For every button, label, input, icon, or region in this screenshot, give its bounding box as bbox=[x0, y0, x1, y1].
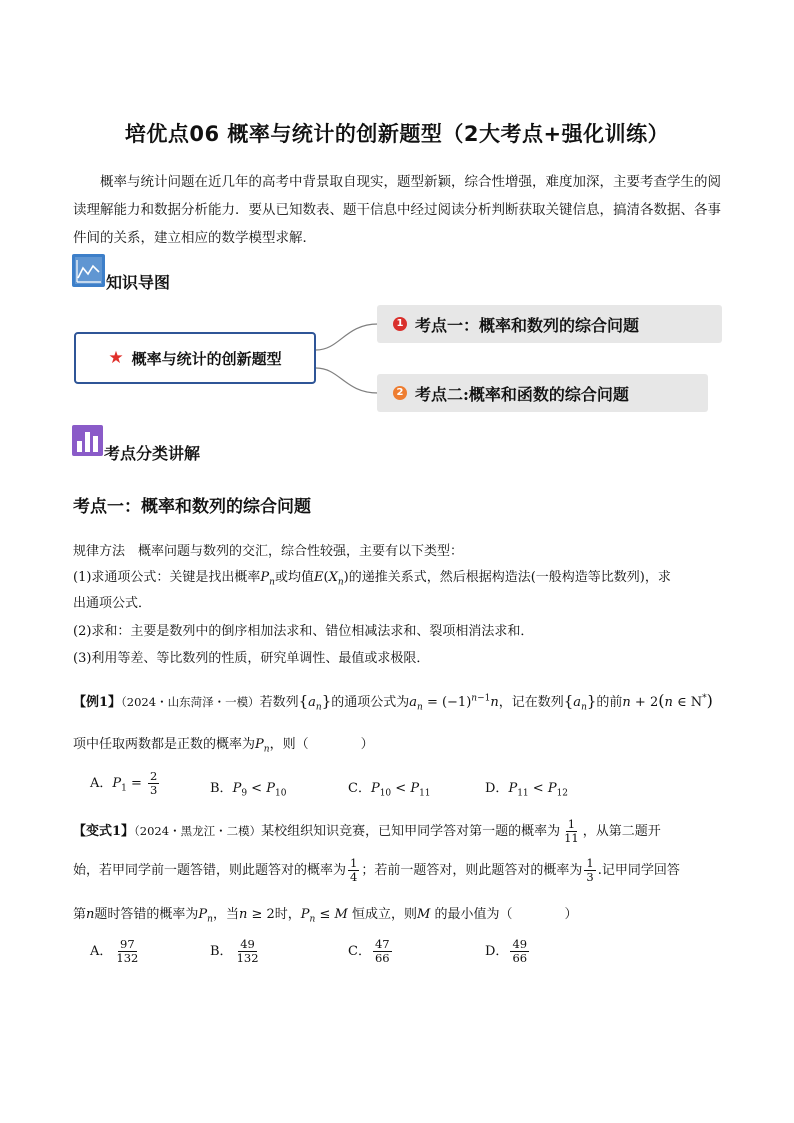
number-2-icon: 2 bbox=[393, 386, 407, 400]
page-title: 培优点06 概率与统计的创新题型（2大考点+强化训练） bbox=[124, 122, 670, 146]
bar-chart-icon bbox=[72, 425, 103, 460]
rules-line-0: 规律方法 概率问题与数列的交汇，综合性较强，主要有以下类型： bbox=[73, 544, 464, 559]
mindmap-node-2 bbox=[377, 374, 708, 412]
kp1-heading: 考点一：概率和数列的综合问题 bbox=[73, 497, 311, 517]
variant1-line-2: 始，若甲同学前一题答错，则此题答对的概率为 $\frac{1}{4}$ ；若前一题答对，则此题答对的概率为 $\frac{1}{3}$ .记甲同学回答 bbox=[73, 856, 680, 884]
star-icon: ★ bbox=[108, 348, 124, 368]
mindmap-node-1 bbox=[377, 305, 722, 343]
example1-line-1: 【例1】（2024・山东菏泽・一模）若数列$\{a_n\}$的通项公式为$a_n = (-1)^{n-1}n$，记在数列$\{a_n\}$的前n + 2(n ∈ N*) bbox=[73, 691, 713, 713]
rules-line-3: (3)利用等差、等比数列的性质，研究单调性、最值或求极限． bbox=[73, 651, 430, 666]
mindmap-node-2-label: 考点二:概率和函数的综合问题 bbox=[415, 384, 629, 404]
variant1-line-3: 第n题时答错的概率为$P_n$，当n ≥ 2时，$P_n \le M$ 恒成立，则M 的最小值为（ ） bbox=[73, 907, 578, 925]
rules-line-2: (2)求和：主要是数列中的倒序相加法求和、错位相减法求和、裂项相消法求和． bbox=[73, 624, 534, 639]
number-1-icon: 1 bbox=[393, 317, 407, 331]
variant1-option-c: C． $\frac{47}{66}$ bbox=[348, 937, 390, 965]
variant1-option-d: D． $\frac{49}{66}$ bbox=[485, 937, 528, 965]
example1-line-2: 项中任取两数都是正数的概率为$P_n$，则（ ） bbox=[73, 737, 374, 755]
example1-option-b: B．$P_9 < P_{10}$ bbox=[210, 781, 287, 799]
intro-paragraph: 概率与统计问题在近几年的高考中背景取自现实，题型新颖，综合性增强，难度加深，主要考查学生的阅读理解能力和数据分析能力．要从已知数表、题干信息中经过阅读分析判断获取关键信息，搞清各数据、各事件间的关系，建立相应的数学模型求解． bbox=[73, 174, 721, 246]
classify-section-heading: 考点分类讲解 bbox=[104, 444, 201, 463]
fraction: $\frac{2}{3}$ bbox=[150, 769, 158, 797]
variant1-option-b: B． $\frac{49}{132}$ bbox=[210, 937, 259, 965]
rules-line-1-cont: 出通项公式． bbox=[73, 596, 152, 611]
example1-option-d: D．$P_{11} < P_{12}$ bbox=[485, 781, 569, 799]
mindmap-node-1-label: 考点一：概率和数列的综合问题 bbox=[415, 315, 640, 335]
example1-option-a: A．$P_1$ = $\frac{2}{3}$ bbox=[90, 769, 158, 797]
rules-line-1: (1)求通项公式：关键是找出概率$P_n$或均值$E(X_n)$的递推关系式，然后根据构造法(一般构造等比数列)，求 bbox=[73, 570, 671, 588]
mindmap-section-heading: 知识导图 bbox=[106, 273, 171, 292]
variant1-option-a: A． $\frac{97}{132}$ bbox=[90, 937, 139, 965]
example1-option-c: C．$P_{10} < P_{11}$ bbox=[348, 781, 431, 799]
variant1-line-1: 【变式1】（2024・黑龙江・二模）某校组织知识竞赛，已知甲同学答对第一题的概率为 $\frac{1}{11}$ ，从第二题开 bbox=[73, 817, 661, 845]
mindmap-root-label: 概率与统计的创新题型 bbox=[131, 349, 282, 368]
mindmap-root bbox=[74, 332, 316, 384]
